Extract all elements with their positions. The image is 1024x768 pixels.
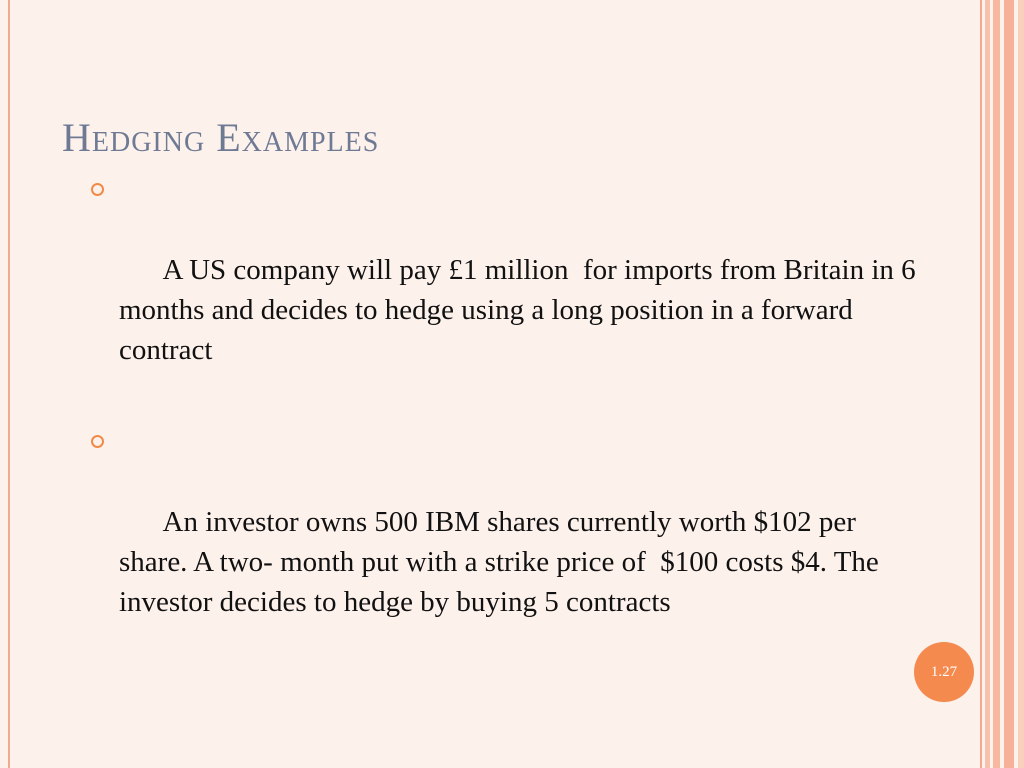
bullet-text: A US company will pay £1 million for imports from Britain in 6 months and decides to hedge using a long position in a forward contract [119,254,923,366]
bullet-text: An investor owns 500 IBM shares currently worth $102 per share. A two- month put with a strike price of $100 costs $4. The investor decides to hedge by buying 5 contracts [119,506,887,618]
slide-title: Hedging Examples [62,115,380,160]
stripe [985,0,990,768]
stripe [1004,0,1014,768]
bullet-circle-icon [91,183,104,196]
stripe [1018,0,1024,768]
stripe [993,0,1000,768]
stripe [980,0,982,768]
bullet-item [88,422,928,662]
page-number: 1.27 [930,663,958,680]
bullet-circle-icon [91,435,104,448]
page-number-badge [914,642,974,702]
bullet-list [88,170,928,674]
bullet-item [88,170,928,410]
right-border-stripes [974,0,1024,768]
left-border-line [8,0,10,768]
